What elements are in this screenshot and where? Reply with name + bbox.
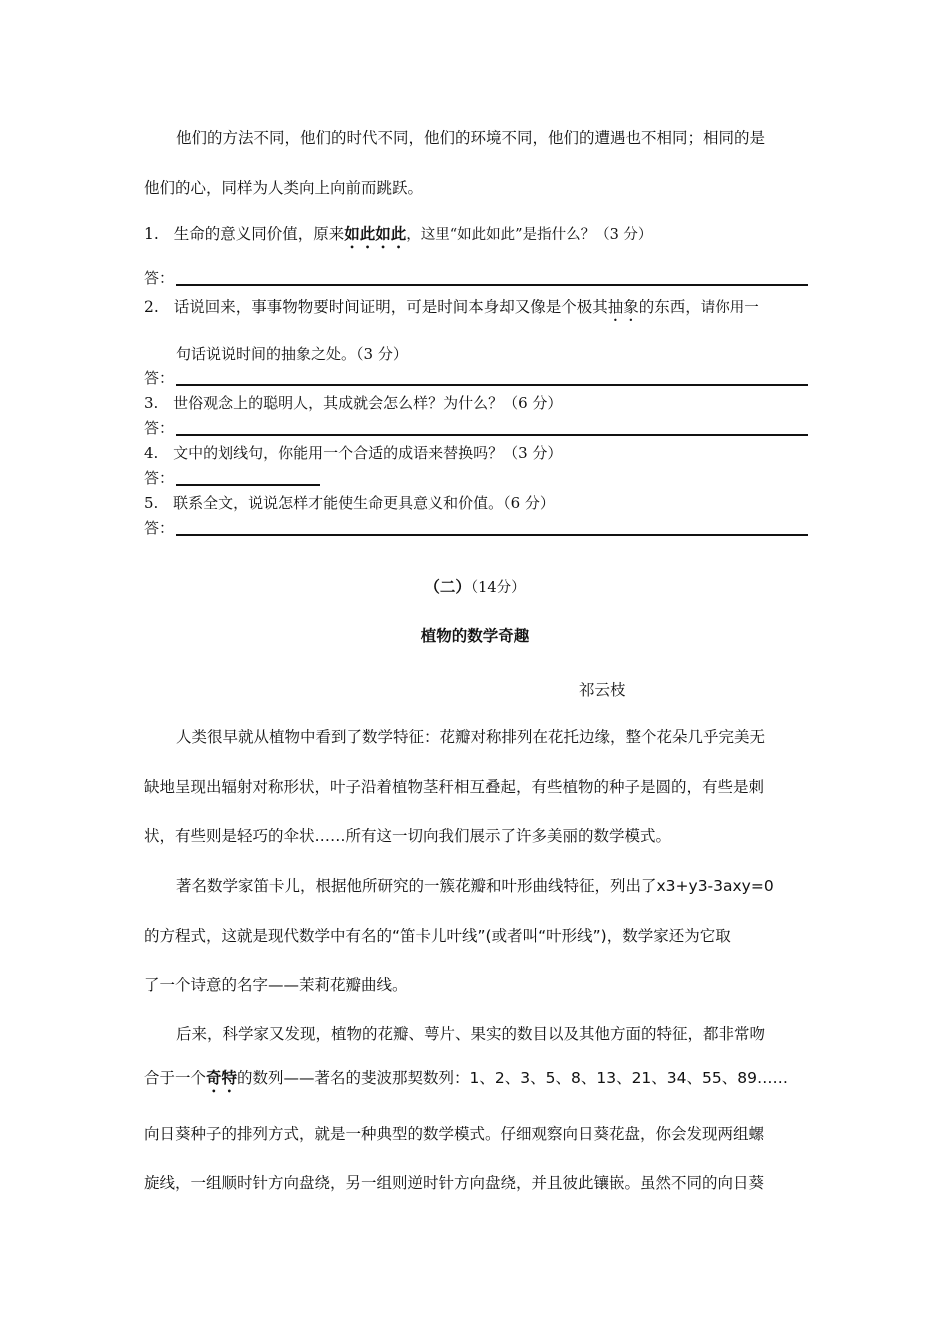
answer-label: 答：: [144, 519, 175, 537]
question-text: 联系全文，说说怎样才能使生命更具意义和价值。（6 分）: [173, 494, 555, 512]
emphasized-phrase: 奇特: [206, 1069, 238, 1087]
answer-row-5: [144, 518, 808, 538]
question-text: 世俗观念上的聪明人，其成就会怎么样？为什么？（6 分）: [173, 394, 563, 412]
question-number: 1.: [144, 225, 159, 243]
body-line: 著名数学家笛卡儿，根据他所研究的一簇花瓣和叶形曲线特征，列出了x3+y3-3axy=0: [176, 877, 774, 895]
body-line: [144, 1068, 788, 1096]
emphasized-phrase: 抽象: [607, 298, 639, 316]
body-line: 了一个诗意的名字——茉莉花瓣曲线。: [144, 976, 408, 994]
paragraph-line: 他们的方法不同，他们的时代不同，他们的环境不同，他们的遭遇也不相同；相同的是: [176, 129, 766, 147]
emphasized-phrase: 如此如此: [344, 225, 407, 243]
article-title: 植物的数学奇趣: [420, 627, 530, 645]
section-heading: [0, 577, 950, 598]
paragraph-line: 他们的心，同样为人类向上向前而跳跃。: [144, 179, 424, 197]
body-line: 状，有些则是轻巧的伞状……所有这一切向我们展示了许多美丽的数学模式。: [144, 827, 672, 845]
answer-line[interactable]: [176, 284, 808, 286]
answer-line[interactable]: [176, 484, 320, 486]
answer-label: 答：: [144, 269, 175, 287]
answer-row-1: [144, 268, 808, 288]
body-line: 旋线，一组顺时针方向盘绕，另一组则逆时针方向盘绕，并且彼此镶嵌。虽然不同的向日葵: [144, 1174, 765, 1192]
section-points: （14分）: [470, 580, 526, 596]
body-line: 向日葵种子的排列方式，就是一种典型的数学模式。仔细观察向日葵花盘，你会发现两组螺: [144, 1125, 765, 1143]
answer-row-4: [144, 468, 324, 488]
body-line: 的方程式，这就是现代数学中有名的“笛卡儿叶线”(或者叫“叶形线”)，数学家还为它取: [144, 927, 731, 945]
question-1: [144, 224, 652, 252]
question-3: [144, 393, 562, 413]
question-text: 生命的意义同价值，原来: [173, 225, 345, 243]
body-line: 后来，科学家又发现，植物的花瓣、萼片、果实的数目以及其他方面的特征，都非常吻: [176, 1025, 766, 1043]
body-line: 人类很早就从植物中看到了数学特征：花瓣对称排列在花托边缘，整个花朵几乎完美无: [176, 728, 766, 746]
answer-row-2: [144, 368, 808, 388]
answer-line[interactable]: [176, 534, 808, 536]
question-4: [144, 443, 562, 463]
question-number: 2.: [144, 298, 159, 316]
question-5: [144, 493, 555, 513]
question-number: 5.: [144, 494, 159, 512]
article-author: 祁云枝: [579, 681, 626, 699]
question-text: 文中的划线句，你能用一个合适的成语来替换吗？（3 分）: [173, 444, 563, 462]
answer-label: 答：: [144, 419, 175, 437]
answer-row-3: [144, 418, 808, 438]
question-2: [144, 297, 759, 325]
question-number: 3.: [144, 394, 159, 412]
body-line: 缺地呈现出辐射对称形状，叶子沿着植物茎秆相互叠起，有些植物的种子是圆的，有些是刺: [144, 778, 765, 796]
question-text: 的东西，: [638, 298, 701, 316]
body-text: 合于一个: [144, 1069, 207, 1087]
answer-label: 答：: [144, 469, 175, 487]
question-text: 请你用一: [700, 300, 759, 316]
question-text: ，这里“如此如此”是指什么？（3 分）: [406, 227, 653, 243]
body-text: 的数列——著名的斐波那契数列：1、2、3、5、8、13、21、34、55、89……: [237, 1069, 788, 1087]
question-2-continued: 句话说说时间的抽象之处。（3 分）: [176, 345, 408, 363]
answer-line[interactable]: [176, 384, 808, 386]
question-number: 4.: [144, 444, 159, 462]
question-text: 话说回来，事事物物要时间证明，可是时间本身却又像是个极其: [173, 298, 608, 316]
answer-label: 答：: [144, 369, 175, 387]
section-number: （二）: [424, 578, 471, 596]
answer-line[interactable]: [176, 434, 808, 436]
